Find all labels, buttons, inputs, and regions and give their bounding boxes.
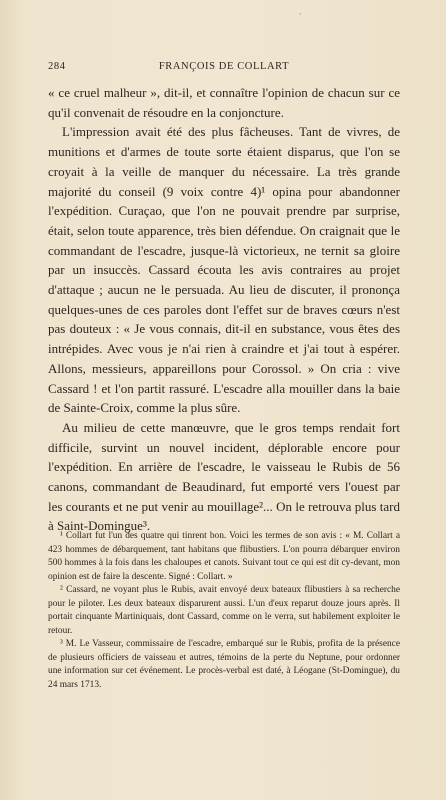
paragraph: L'impression avait été des plus fâcheuses. Tant de vivres, de munitions et d'armes de toute sorte étaient disparus, que l'on se croyait à la veille de manquer du nécessaire. La très grande majorité du conseil (9 voix contre 4)¹ opina pour abandonner l'expédition. Curaçao, que l'on ne pouvait prendre par surprise, était, selon toute apparence, très bien défendue. On craignait que le commandant de l'escadre, jusque-là victorieux, ne ternit sa gloire par un insuccès. Cassard écouta les avis contraires au projet d'attaque ; aucun ne le persuada. Au lieu de discuter, il prononça quelques-unes de ces paroles dont l'effet sur de braves cœurs n'est pas douteux : « Je vous connais, dit-il en substance, vous êtes des intrépides. Avec vous je n'ai rien à craindre et j'ai tout à espérer. Allons, messieurs, appareillons pour Corossol. » On cria : vive Cassard ! et l'on partit rassuré. L'escadre alla mouiller dans la baie de Sainte-Croix, comme la plus sûre. bbox=[48, 124, 400, 416]
page-number: 284 bbox=[48, 61, 66, 72]
footnotes bbox=[48, 530, 400, 692]
stray-mark: ` bbox=[299, 12, 302, 21]
footnote: ² Cassard, ne voyant plus le Rubis, avait envoyé deux bateaux flibustiers à sa recherche pour le piloter. Les deux bateaux disparurent aussi. L'un d'eux reparut douze jours après. Il portait cinquante Martiniquais, dont Cassard, comme on le verra, sut habilement exploiter le retour. bbox=[48, 585, 400, 636]
page-header bbox=[48, 61, 400, 72]
body-text bbox=[48, 83, 400, 536]
footnote: ¹ Collart fut l'un des quatre qui tinrent bon. Voici les termes de son avis : « M. Collart a 423 hommes de débarquement, tant habitans que flibustiers. L'on pourra débarquer environ 500 hommes à la fois dans les chaloupes et canots. Suivant tout ce qui est dit cy-devant, mon opinion est de faire la descente. Signé : Collart. » bbox=[48, 531, 400, 582]
footnote: ³ M. Le Vasseur, commissaire de l'escadre, embarqué sur le Rubis, profita de la présence de plusieurs officiers de vaisseau et autres, témoins de la perte du Neptune, pour ordonner une information sur cet événement. Le procès-verbal est daté, à Léogane (St-Domingue), du 24 mars 1713. bbox=[48, 639, 400, 690]
running-title: FRANÇOIS DE COLLART bbox=[158, 61, 290, 72]
paragraph: « ce cruel malheur », dit-il, et connaître l'opinion de chacun sur ce qu'il convenait de résoudre en la conjoncture. bbox=[48, 85, 400, 120]
paragraph: Au milieu de cette manœuvre, que le gros temps rendait fort difficile, survint un nouvel incident, déplorable encore pour l'expédition. En arrière de l'escadre, le vaisseau le Rubis de 56 canons, commandant de Beaudinard, fut emporté vers l'ouest par les courants et ne put venir au mouillage²... On le retrouva plus tard à Saint-Domingue³. bbox=[48, 419, 400, 534]
